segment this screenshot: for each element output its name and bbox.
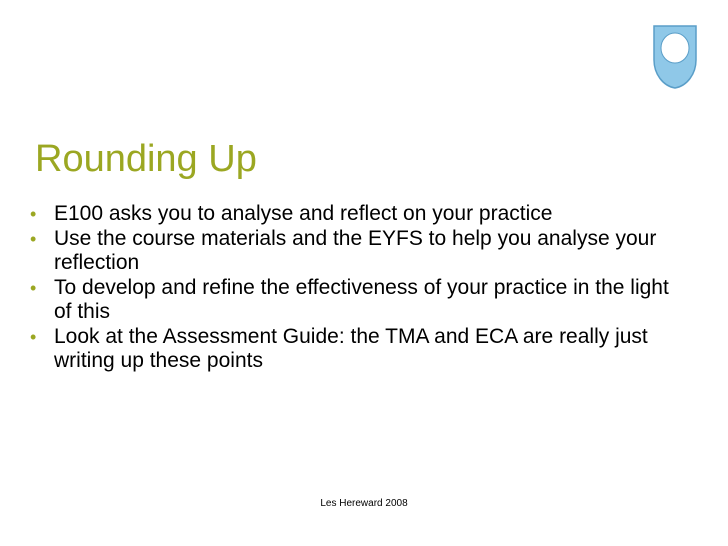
bullet-text: To develop and refine the effectiveness of your practice in the light of this — [54, 275, 669, 323]
bullet-list — [28, 202, 688, 374]
bullet-marker: • — [30, 277, 37, 298]
bullet-item — [28, 325, 688, 374]
bullet-item — [28, 276, 688, 325]
bullet-text: E100 asks you to analyse and reflect on your practice — [54, 202, 553, 225]
slide-footer: Les Hereward 2008 — [320, 498, 408, 509]
bullet-marker: • — [30, 204, 37, 224]
bullet-text: Look at the Assessment Guide: the TMA and ECA are really just writing up these points — [54, 324, 648, 372]
bullet-item — [28, 227, 688, 276]
bullet-marker: • — [30, 326, 37, 347]
bullet-item — [28, 202, 688, 227]
slide-title: Rounding Up — [35, 138, 257, 180]
bullet-text: Use the course materials and the EYFS to help you analyse your reflection — [54, 226, 657, 274]
logo-icon — [652, 24, 698, 90]
bullet-marker: • — [30, 228, 37, 249]
